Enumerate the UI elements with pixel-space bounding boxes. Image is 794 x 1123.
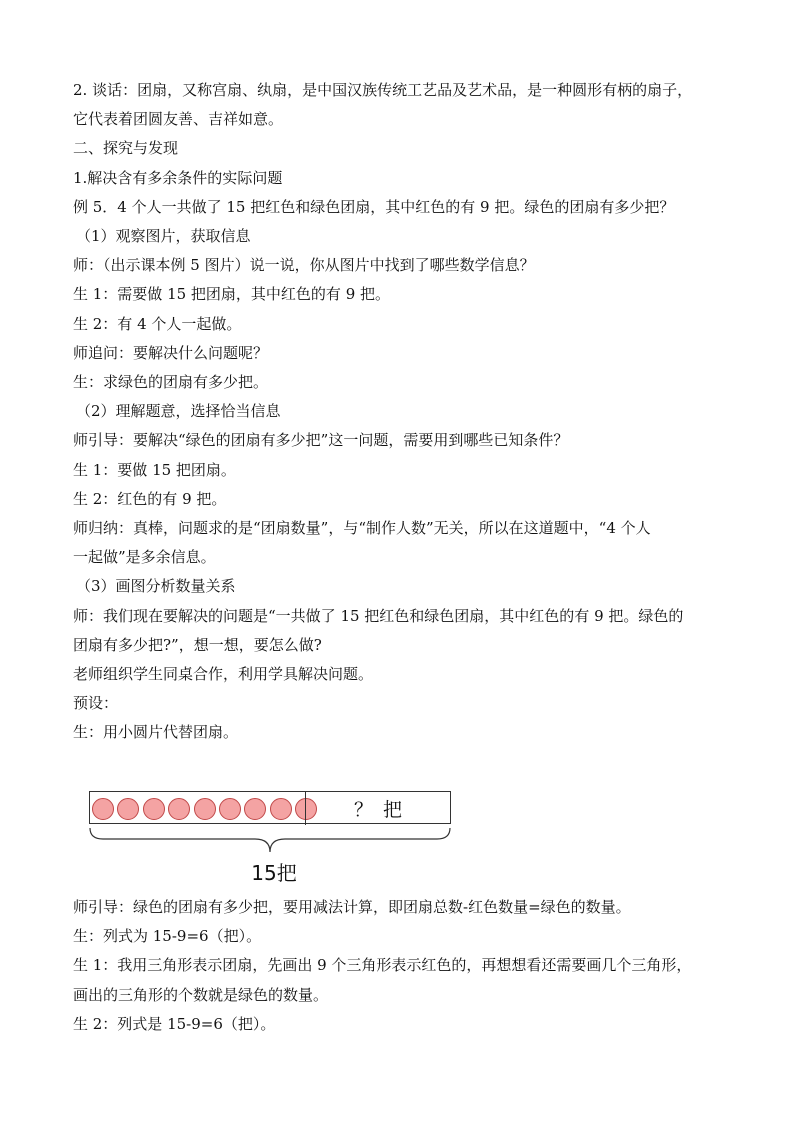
- text-line: 预设：: [73, 694, 119, 713]
- diagram-bar: [89, 791, 451, 824]
- text-line: 生 1：我用三角形表示团扇，先画出 9 个三角形表示红色的，再想想看还需要画几个三角形，: [73, 956, 692, 975]
- text-line: 生 2：有 4 个人一起做。: [73, 314, 242, 333]
- text-line: 画出的三角形的个数就是绿色的数量。: [73, 985, 329, 1004]
- text-line: 2. 谈话：团扇，又称宫扇、纨扇，是中国汉族传统工艺品及艺术品，是一种圆形有柄的扇子，: [73, 81, 693, 99]
- fan-diagram: [89, 791, 455, 891]
- text-line: 师追问：要解决什么问题呢？: [73, 343, 269, 362]
- text-line: 生 1：要做 15 把团扇。: [73, 460, 236, 479]
- section-heading: 二、探究与发现: [73, 139, 179, 158]
- red-fan-circle: [244, 798, 266, 820]
- example-problem: 例 5．4 个人一共做了 15 把红色和绿色团扇，其中红色的有 9 把。绿色的团扇有多少把？: [73, 197, 675, 216]
- red-fan-circle: [168, 798, 190, 820]
- text-line: 生：求绿色的团扇有多少把。: [73, 373, 269, 392]
- red-fan-circle: [92, 798, 114, 820]
- step-heading: （1）观察图片，获取信息: [76, 227, 251, 246]
- text-line: 师引导：绿色的团扇有多少把，要用减法计算，即团扇总数-红色数量=绿色的数量。: [73, 898, 631, 916]
- step-heading: （2）理解题意，选择恰当信息: [76, 402, 281, 421]
- text-line: 生 2：红色的有 9 把。: [73, 489, 227, 508]
- text-line: 团扇有多少把?”，想一想，要怎么做?: [73, 635, 322, 654]
- text-line: 生：列式为 15-9=6（把）。: [73, 927, 262, 946]
- red-fan-circles: [92, 798, 321, 820]
- red-fan-circle: [143, 798, 165, 820]
- text-line: 师引导：要解决“绿色的团扇有多少把”这一问题，需要用到哪些已知条件？: [73, 431, 569, 450]
- text-block-top: [73, 76, 725, 748]
- text-line: 老师组织学生同桌合作，利用学具解决问题。: [73, 665, 374, 684]
- red-fan-circle: [270, 798, 292, 820]
- red-fan-circle: [117, 798, 139, 820]
- brace-icon: [89, 827, 451, 853]
- text-line: 师：我们现在要解决的问题是“一共做了 15 把红色和绿色团扇，其中红色的有 9 把。绿色的: [73, 606, 684, 625]
- red-fan-circle: [219, 798, 241, 820]
- text-line: 一起做”是多余信息。: [73, 548, 216, 567]
- red-fan-circle: [194, 798, 216, 820]
- text-line: 师：（出示课本例 5 图片）说一说，你从图片中找到了哪些数学信息？: [73, 256, 535, 275]
- step-heading: （3）画图分析数量关系: [76, 577, 236, 596]
- text-line: 生：用小圆片代替团扇。: [73, 723, 239, 742]
- total-label: 15把: [251, 861, 297, 885]
- text-line: 生 2：列式是 15-9=6（把）。: [73, 1014, 276, 1033]
- text-block-bottom: [73, 893, 725, 1039]
- text-line: 师归纳：真棒，问题求的是“团扇数量”，与“制作人数”无关，所以在这道题中，“4 个人: [73, 519, 651, 538]
- text-line: 它代表着团圆友善、吉祥如意。: [73, 110, 284, 129]
- unknown-quantity-label: ？ 把: [353, 799, 405, 821]
- text-line: 生 1：需要做 15 把团扇，其中红色的有 9 把。: [73, 285, 391, 304]
- subsection-heading: 1.解决含有多余条件的实际问题: [73, 168, 283, 187]
